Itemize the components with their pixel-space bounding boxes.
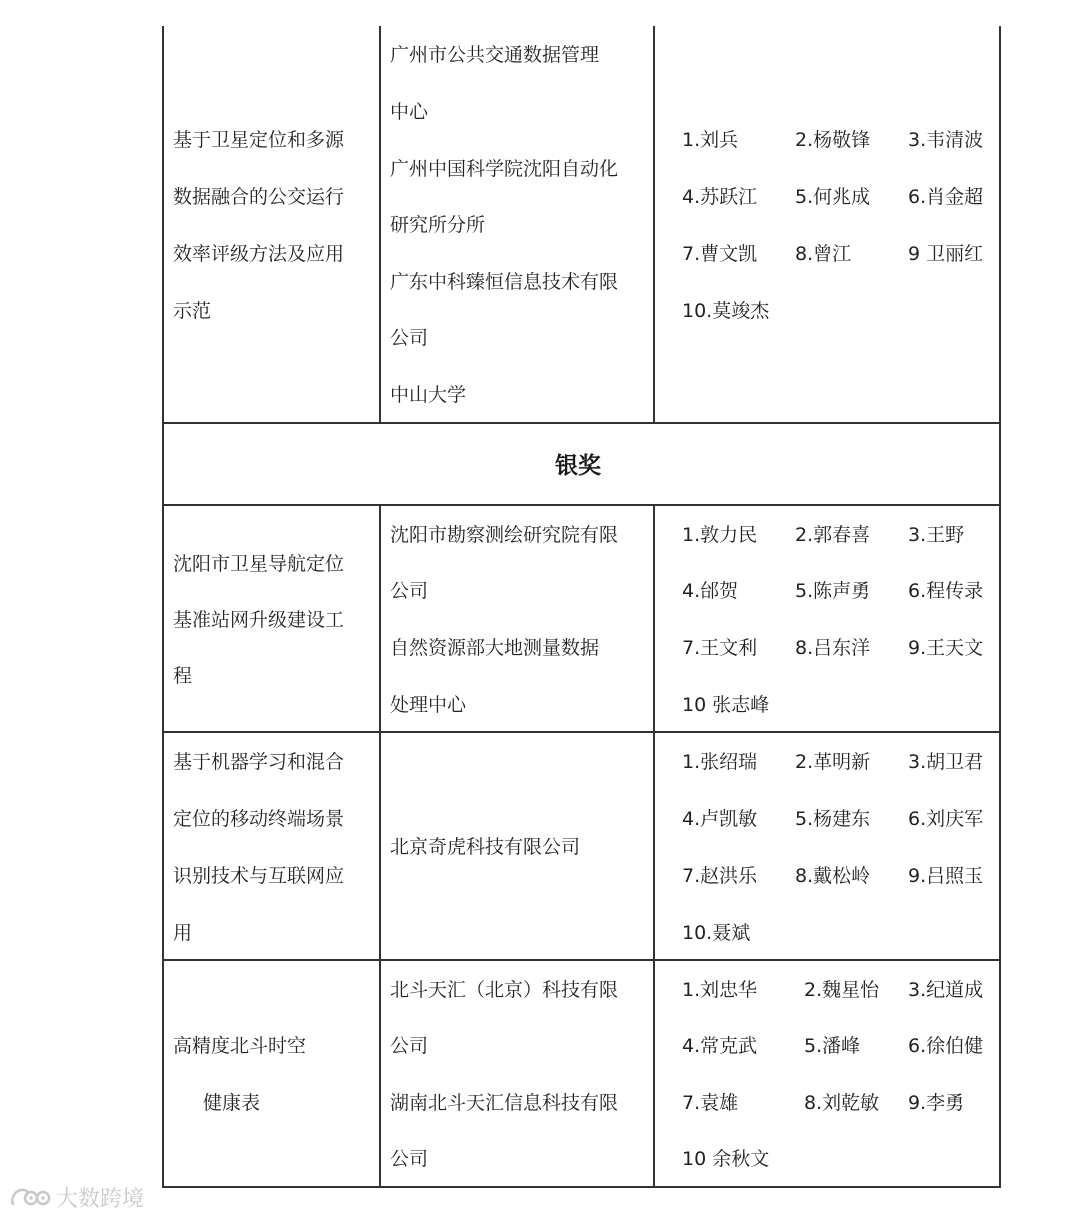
- unit-name-line: 公司: [390, 580, 429, 602]
- person-name: 9 卫丽红: [908, 243, 984, 265]
- person-name: 2.魏星怡: [804, 979, 880, 1001]
- person-name: 2.郭春喜: [795, 524, 871, 546]
- unit-name-line: 公司: [390, 1148, 429, 1170]
- unit-name-line: 广东中科臻恒信息技术有限: [390, 271, 619, 293]
- project-name-line: 基于机器学习和混合: [173, 751, 345, 773]
- table-border-left: [162, 26, 164, 1188]
- person-name: 4.卢凯敏: [682, 808, 758, 830]
- unit-name-line: 处理中心: [390, 694, 467, 716]
- person-name: 5.杨建东: [795, 808, 871, 830]
- unit-name-line: 研究所分所: [390, 214, 486, 236]
- project-name-line: 基于卫星定位和多源: [173, 129, 345, 151]
- person-name: 7.袁雄: [682, 1092, 739, 1114]
- person-name: 8.刘乾敏: [804, 1092, 880, 1114]
- project-name-line: 示范: [173, 300, 212, 322]
- row-divider: [162, 504, 1001, 506]
- person-name: 5.潘峰: [804, 1035, 861, 1057]
- person-name: 5.何兆成: [795, 186, 871, 208]
- person-name: 6.刘庆军: [908, 808, 984, 830]
- project-name-line: 识别技术与互联网应: [173, 865, 345, 887]
- project-name-line: 数据融合的公交运行: [173, 186, 345, 208]
- person-name: 4.常克武: [682, 1035, 758, 1057]
- unit-name-line: 中心: [390, 101, 429, 123]
- project-name-line: 沈阳市卫星导航定位: [173, 553, 345, 575]
- watermark: [8, 1180, 144, 1214]
- unit-name-line: 广州中国科学院沈阳自动化: [390, 158, 619, 180]
- unit-name-line: 湖南北斗天汇信息科技有限: [390, 1092, 619, 1114]
- project-name-line: 用: [173, 922, 193, 944]
- unit-name-line: 北京奇虎科技有限公司: [390, 836, 581, 858]
- person-name: 1.刘兵: [682, 129, 739, 151]
- person-name: 5.陈声勇: [795, 580, 871, 602]
- unit-name-line: 沈阳市勘察测绘研究院有限: [390, 524, 619, 546]
- person-name: 3.王野: [908, 524, 965, 546]
- column-divider-units: [379, 505, 381, 1188]
- person-name: 3.胡卫君: [908, 751, 984, 773]
- person-name: 6.肖金超: [908, 186, 984, 208]
- person-name: 10 张志峰: [682, 694, 770, 716]
- person-name: 7.赵洪乐: [682, 865, 758, 887]
- unit-name-line: 自然资源部大地测量数据: [390, 637, 600, 659]
- row-divider: [162, 959, 1001, 961]
- person-name: 1.刘忠华: [682, 979, 758, 1001]
- table-border-right: [999, 26, 1001, 1188]
- column-divider-units: [379, 26, 381, 423]
- person-name: 9.吕照玉: [908, 865, 984, 887]
- person-name: 7.曹文凯: [682, 243, 758, 265]
- table-border-bottom: [162, 1186, 1001, 1188]
- person-name: 8.曾江: [795, 243, 852, 265]
- person-name: 3.纪道成: [908, 979, 984, 1001]
- column-divider-people: [653, 505, 655, 1188]
- person-name: 1.敦力民: [682, 524, 758, 546]
- person-name: 6.徐伯健: [908, 1035, 984, 1057]
- column-divider-people: [653, 26, 655, 423]
- person-name: 2.杨敬锋: [795, 129, 871, 151]
- person-name: 9.李勇: [908, 1092, 965, 1114]
- person-name: 9.王天文: [908, 637, 984, 659]
- person-name: 8.戴松岭: [795, 865, 871, 887]
- project-name-line: 健康表: [203, 1092, 261, 1114]
- person-name: 1.张绍瑞: [682, 751, 758, 773]
- person-name: 4.苏跃江: [682, 186, 758, 208]
- person-name: 10 余秋文: [682, 1148, 770, 1170]
- row-divider: [162, 731, 1001, 733]
- unit-name-line: 北斗天汇（北京）科技有限: [390, 979, 619, 1001]
- section-title-silver: 银奖: [555, 453, 601, 479]
- person-name: 7.王文利: [682, 637, 758, 659]
- person-name: 8.吕东洋: [795, 637, 871, 659]
- unit-name-line: 公司: [390, 327, 429, 349]
- person-name: 4.邰贺: [682, 580, 739, 602]
- person-name: 2.革明新: [795, 751, 871, 773]
- watermark-text: 大数跨境: [56, 1186, 145, 1212]
- unit-name-line: 中山大学: [390, 384, 467, 406]
- project-name-line: 效率评级方法及应用: [173, 243, 345, 265]
- project-name-line: 高精度北斗时空: [173, 1035, 307, 1057]
- person-name: 10.聂斌: [682, 922, 751, 944]
- project-name-line: 定位的移动终端场景: [173, 808, 345, 830]
- person-name: 10.莫竣杰: [682, 300, 770, 322]
- row-divider: [162, 422, 1001, 424]
- person-name: 6.程传录: [908, 580, 984, 602]
- project-name-line: 基准站网升级建设工: [173, 609, 345, 631]
- unit-name-line: 公司: [390, 1035, 429, 1057]
- weibo-eye-logo-icon: [8, 1184, 52, 1210]
- unit-name-line: 广州市公共交通数据管理: [390, 44, 600, 66]
- project-name-line: 程: [173, 665, 193, 687]
- person-name: 3.韦清波: [908, 129, 984, 151]
